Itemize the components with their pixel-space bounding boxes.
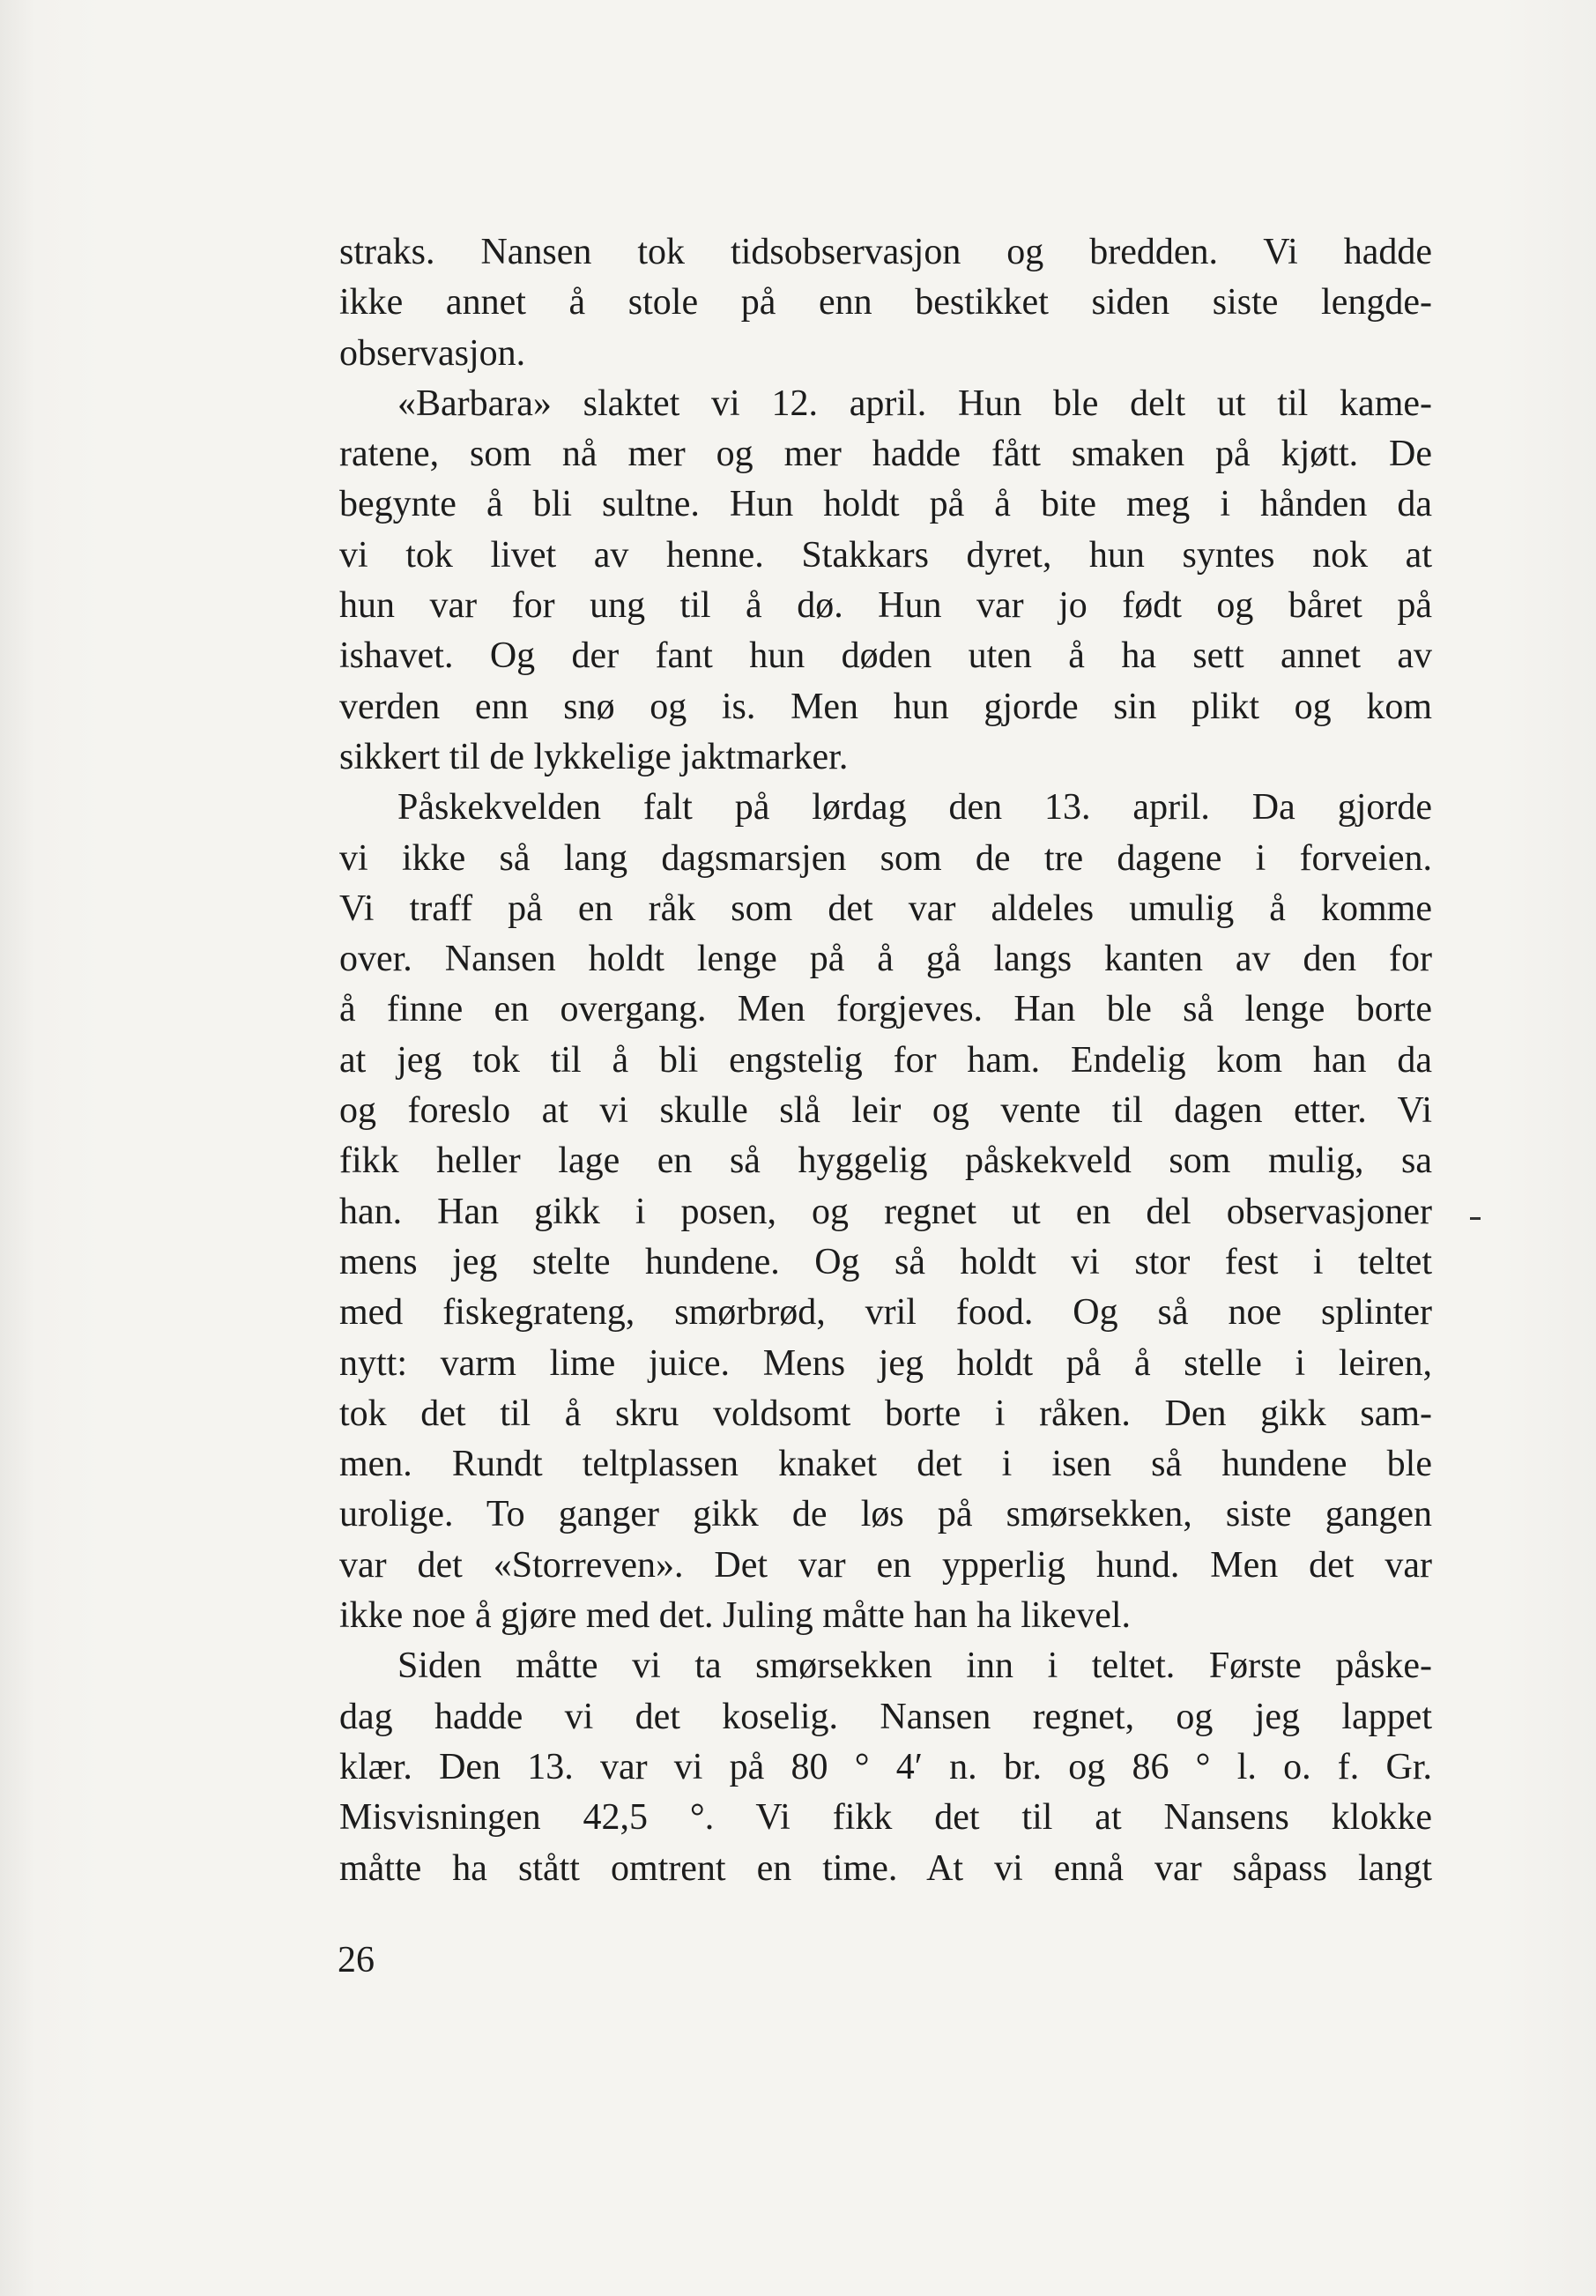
text-line: mens jeg stelte hundene. Og så holdt vi stor fest i teltet [339, 1241, 1432, 1282]
paragraph [339, 379, 1432, 783]
text-line: straks. Nansen tok tidsobservasjon og bredden. Vi hadde [339, 232, 1432, 272]
text-line: over. Nansen holdt lenge på å gå langs kanten av den for [339, 939, 1432, 980]
text-line: Vi traff på en råk som det var aldeles umulig å komme [339, 888, 1432, 929]
text-line: med fiskegrateng, smørbrød, vril food. Og så noe splinter [339, 1292, 1432, 1334]
text-line: begynte å bli sultne. Hun holdt på å bite meg i hånden da [339, 484, 1432, 525]
text-line: ikke annet å stole på enn bestikket siden siste lengde- [339, 282, 1432, 323]
paragraph [339, 783, 1432, 1641]
margin-mark [1470, 1217, 1481, 1220]
text-line: sikkert til de lykkelige jaktmarker. [339, 736, 849, 777]
text-line: Siden måtte vi ta smørsekken inn i teltet. Første påske- [397, 1646, 1432, 1687]
text-line: urolige. To ganger gikk de løs på smørsekken, siste gangen [339, 1494, 1432, 1535]
text-line: fikk heller lage en så hyggelig påskekveld som mulig, sa [339, 1141, 1432, 1182]
text-line: å finne en overgang. Men forgjeves. Han ble så lenge borte [339, 989, 1432, 1030]
text-line: ratene, som nå mer og mer hadde fått smaken på kjøtt. De [339, 434, 1432, 475]
text-line: tok det til å skru voldsomt borte i råken. Den gikk sam- [339, 1393, 1432, 1434]
text-line: Misvisningen 42,5 °. Vi fikk det til at Nansens klokke [339, 1797, 1432, 1839]
text-line: ikke noe å gjøre med det. Juling måtte han ha likevel. [339, 1595, 1132, 1637]
text-line: Påskekvelden falt på lørdag den 13. april. Da gjorde [397, 787, 1432, 828]
text-line: dag hadde vi det koselig. Nansen regnet, og jeg lappet [339, 1696, 1432, 1737]
text-line: var det «Storreven». Det var en ypperlig hund. Men det var [339, 1544, 1432, 1586]
text-line: og foreslo at vi skulle slå leir og vente til dagen etter. Vi [339, 1090, 1432, 1132]
text-line: måtte ha stått omtrent en time. At vi ennå var såpass langt [339, 1847, 1432, 1889]
text-line: «Barbara» slaktet vi 12. april. Hun ble delt ut til kame- [397, 383, 1432, 424]
text-line: ishavet. Og der fant hun døden uten å ha sett annet av [339, 635, 1432, 677]
text-line: nytt: varm lime juice. Mens jeg holdt på å stelle i leiren, [339, 1342, 1432, 1384]
text-line: vi ikke så lang dagsmarsjen som de tre dagene i forveien. [339, 837, 1432, 879]
text-line: at jeg tok til å bli engstelig for ham. Endelig kom han da [339, 1039, 1432, 1081]
text-line: hun var for ung til å dø. Hun var jo født og båret på [339, 585, 1432, 627]
text-line: klær. Den 13. var vi på 80 ° 4′ n. br. og 86 ° l. o. f. Gr. [339, 1746, 1432, 1787]
paragraph [339, 227, 1432, 379]
body-text [339, 227, 1432, 1894]
text-line: men. Rundt teltplassen knaket det i isen så hundene ble [339, 1444, 1432, 1485]
text-line: han. Han gikk i posen, og regnet ut en del observasjoner [339, 1191, 1432, 1232]
page-number: 26 [338, 1940, 375, 1980]
text-line: verden enn snø og is. Men hun gjorde sin plikt og kom [339, 686, 1432, 727]
text-line: vi tok livet av henne. Stakkars dyret, hun syntes nok at [339, 534, 1432, 576]
paragraph [339, 1641, 1432, 1893]
text-line: observasjon. [339, 332, 526, 374]
